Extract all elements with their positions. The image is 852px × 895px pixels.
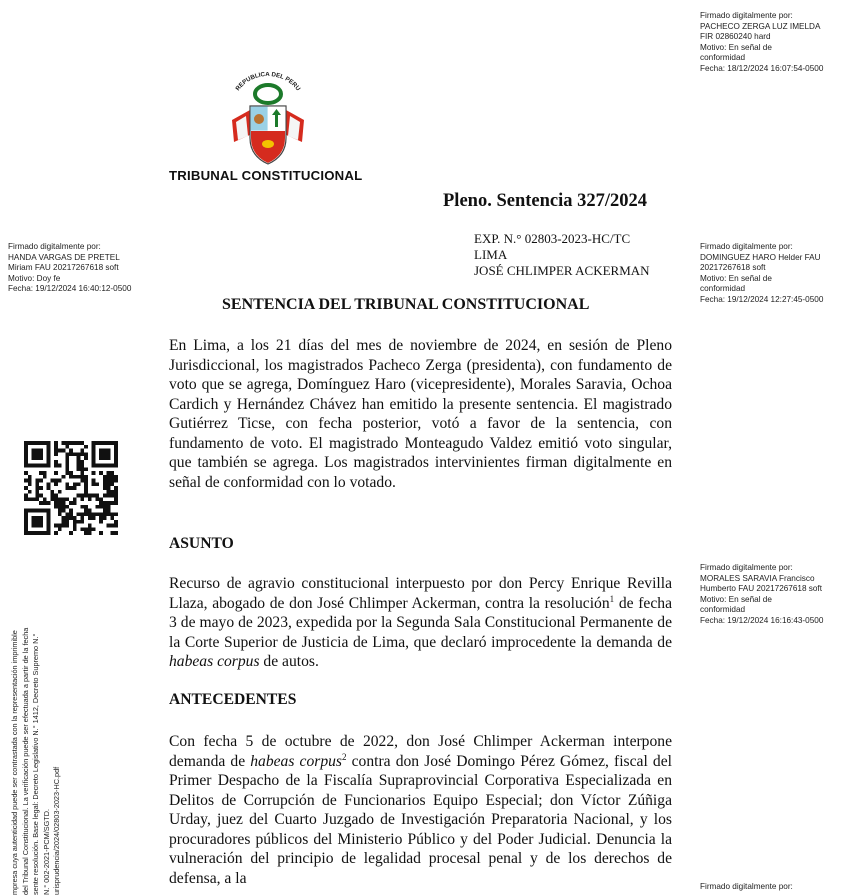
signature-line: Firmado digitalmente por:: [700, 882, 793, 891]
institution-title: TRIBUNAL CONSTITUCIONAL: [169, 168, 363, 183]
signature-line: Fecha: 19/12/2024 16:40:12-0500: [8, 284, 132, 294]
case-reference: [474, 231, 650, 279]
signature-line: Miriam FAU 20217267618 soft: [8, 263, 119, 273]
signature-line: Motivo: Doy fe: [8, 273, 61, 283]
signature-block-handa: [8, 242, 131, 295]
sidenote-line: mpresa cuya autenticidad puede ser contrastada con la representación imprimible: [10, 630, 19, 895]
footnote-marker: 2: [342, 751, 347, 762]
case-number: EXP. N.° 02803-2023-HC/TC: [474, 231, 631, 246]
section-title-antecedentes: ANTECEDENTES: [169, 691, 297, 708]
asunto-text: Recurso de agravio constitucional interpuesto por don Percy Enrique Revilla Llaza, abogado de don José Chlimper Ackerman, contra la resolución: [169, 575, 672, 612]
svg-text:REPUBLICA DEL PERU: REPUBLICA DEL PERU: [234, 72, 302, 93]
sidenote-line: N.° 002-2021-PCM/SGTD.: [41, 808, 51, 895]
signature-line: 20217267618 soft: [700, 263, 766, 273]
signature-line: conformidad: [700, 53, 746, 63]
asunto-text: de autos.: [259, 653, 319, 670]
signature-line: HANDA VARGAS DE PRETEL: [8, 252, 120, 262]
signature-line: Fecha: 19/12/2024 16:16:43-0500: [700, 615, 824, 625]
signature-line: Humberto FAU 20217267618 soft: [700, 584, 822, 594]
signature-block-dominguez: [700, 242, 823, 306]
asunto-text: de fecha 3 de mayo de 2023, expedida por la Segunda Sala Constitucional Permanente de la Corte Superior de Justicia de Lima, que declaró improcedente la demanda de: [169, 594, 672, 651]
signature-line: conformidad: [700, 605, 746, 615]
signature-block-pacheco: [700, 11, 823, 75]
section-title-asunto: ASUNTO: [169, 535, 234, 552]
sentence-number: Pleno. Sentencia 327/2024: [443, 191, 648, 211]
signature-line: Motivo: En señal de: [700, 42, 772, 52]
signature-line: Firmado digitalmente por:: [700, 242, 793, 251]
signature-line: Motivo: En señal de: [700, 273, 772, 283]
signature-line: FIR 02860240 hard: [700, 32, 771, 42]
antecedentes-text: contra don José Domingo Pérez Gómez, fiscal del Primer Despacho de la Fiscalía Supraprovincial Corporativa Especializada en Delitos de Corrupción de Funcionarios Equipo Especial; don Víctor Zúñiga Urday, juez del Cuarto Juzgado de Investigación Preparatoria Nacional, y los procuradores públicos del Ministerio Público y del Poder Judicial. Denuncia la vulneración del principio de legalidad procesal penal y de los derechos de defensa, a la: [169, 752, 672, 887]
signature-line: Fecha: 19/12/2024 12:27:45-0500: [700, 294, 824, 304]
signature-line: PACHECO ZERGA LUZ IMELDA: [700, 21, 821, 31]
signature-line: Firmado digitalmente por:: [700, 11, 793, 20]
sidenote-line: del Tribunal Constitucional. La verificación puede ser efectuada a partir de la fecha: [20, 627, 30, 895]
sidenote-line: urisprudencia/2024/02803-2023-HC.pdf: [52, 766, 61, 895]
signature-line: conformidad: [700, 284, 746, 294]
qr-code: [24, 441, 118, 535]
case-party: JOSÉ CHLIMPER ACKERMAN: [474, 263, 650, 278]
asunto-emphasis: habeas corpus: [169, 653, 260, 670]
intro-paragraph: En Lima, a los 21 días del mes de noviembre de 2024, en sesión de Pleno Jurisdiccional, los magistrados Pacheco Zerga (presidenta), con fundamento de voto que se agrega, Domínguez Haro (vicepresidente), Morales Saravia, Ochoa Cardich y Hernández Chávez han emitido la presente sentencia. El magistrado Gutiérrez Ticse, con fecha posterior, votó a favor de la sentencia, con fundamento de voto. El magistrado Monteagudo Valdez emitió voto singular, que también se agrega. Los magistrados intervinientes firman digitalmente en señal de conformidad con lo votado.: [169, 337, 672, 491]
peru-coat-of-arms-icon: [222, 72, 314, 172]
footnote-marker: 1: [609, 593, 615, 604]
signature-block-partial: [700, 882, 793, 893]
asunto-paragraph: [169, 574, 672, 672]
signature-line: Firmado digitalmente por:: [8, 242, 101, 251]
antecedentes-paragraph: [169, 732, 672, 888]
signature-block-morales: [700, 563, 823, 627]
signature-line: Motivo: En señal de: [700, 594, 772, 604]
document-heading: SENTENCIA DEL TRIBUNAL CONSTITUCIONAL: [222, 296, 590, 313]
sidenote-line: sente resolución. Base legal: Decreto Legislativo N.° 1412, Decreto Supremo N.°: [31, 633, 40, 895]
signature-line: Fecha: 18/12/2024 16:07:54-0500: [700, 63, 824, 73]
antecedentes-emphasis: habeas corpus: [250, 752, 342, 770]
signature-line: Firmado digitalmente por:: [700, 563, 793, 572]
verification-sidenote: [10, 575, 63, 895]
case-location: LIMA: [474, 247, 508, 262]
antecedentes-text: Con fecha 5 de octubre de 2022, don José Chlimper Ackerman interpone demanda de: [169, 733, 672, 770]
signature-line: DOMINGUEZ HARO Helder FAU: [700, 252, 821, 262]
signature-line: MORALES SARAVIA Francisco: [700, 573, 815, 583]
